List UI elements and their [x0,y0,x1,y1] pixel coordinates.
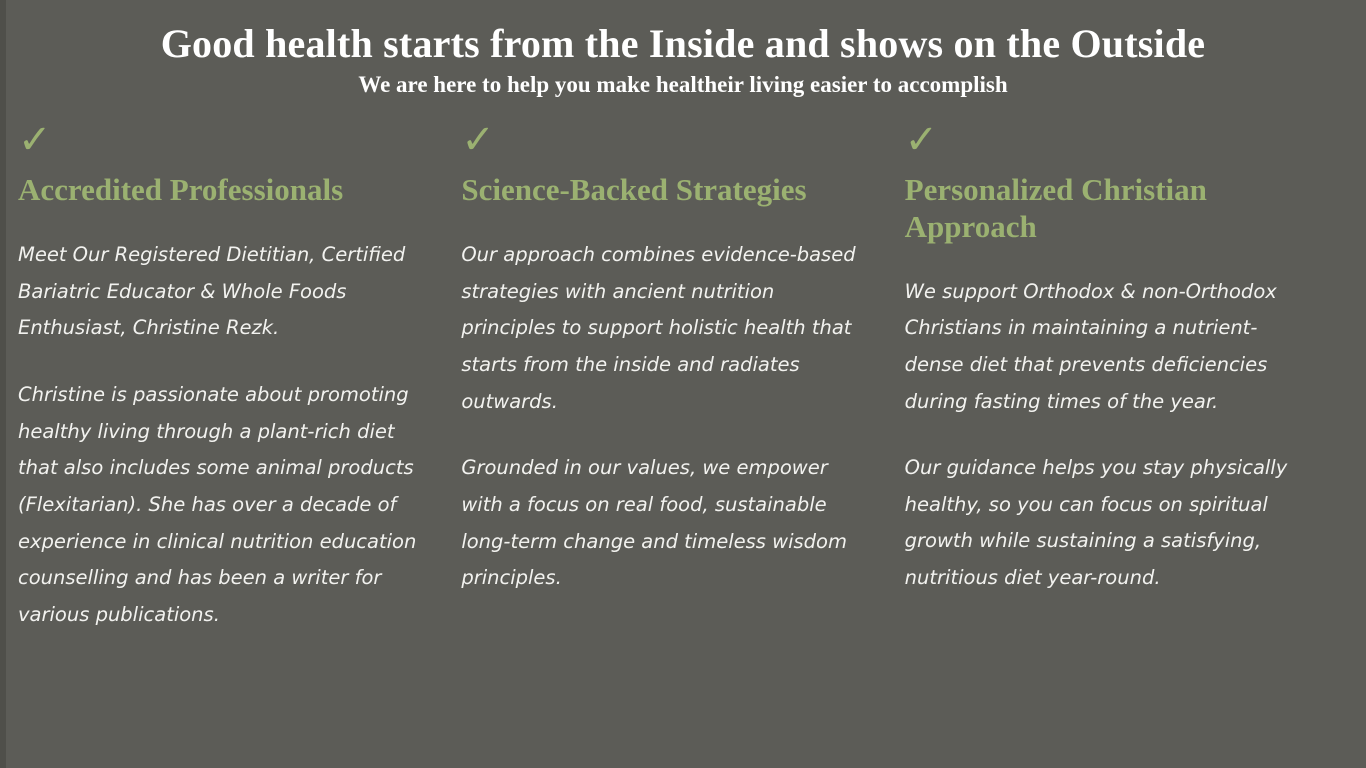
check-icon: ✓ [904,117,939,164]
feature-title: Science-Backed Strategies [461,172,807,208]
left-edge-strip [0,0,6,768]
feature-paragraph: We support Orthodox & non-Orthodox Christians in maintaining a nutrient-dense diet that prevents deficiencies during fasting times of the year. [904,279,1277,413]
page-subtitle: We are here to help you make healtheir living easier to accomplish [358,71,1008,97]
feature-paragraph: Grounded in our values, we empower with a focus on real food, sustainable long-term change and timeless wisdom principles. [461,456,847,590]
feature-body [461,237,868,597]
feature-paragraph: Christine is passionate about promoting healthy living through a plant-rich diet that also includes some animal products (Flexitarian). She has over a decade of experience in clinical nutrition education counselling and has been a writer for various publications. [18,382,417,626]
feature-column-1 [18,117,461,633]
page-title: Good health starts from the Inside and shows on the Outside [160,21,1206,66]
feature-title: Personalized Christian Approach [904,172,1207,244]
feature-paragraph: Meet Our Registered Dietitian, Certified Bariatric Educator & Whole Foods Enthusiast, Christine Rezk. [18,242,406,340]
check-icon: ✓ [18,117,52,164]
feature-columns [0,117,1366,633]
feature-title: Accredited Professionals [18,172,344,208]
feature-body [18,237,425,634]
feature-body [905,274,1312,597]
feature-paragraph: Our approach combines evidence-based strategies with ancient nutrition principles to support holistic health that starts from the inside and radiates outwards. [461,242,856,413]
check-icon: ✓ [461,117,495,164]
feature-column-2 [461,117,904,633]
feature-paragraph: Our guidance helps you stay physically healthy, so you can focus on spiritual growth while sustaining a satisfying, nutritious diet year-round. [904,456,1288,590]
slide-header [0,0,1366,98]
feature-column-3 [904,117,1348,633]
